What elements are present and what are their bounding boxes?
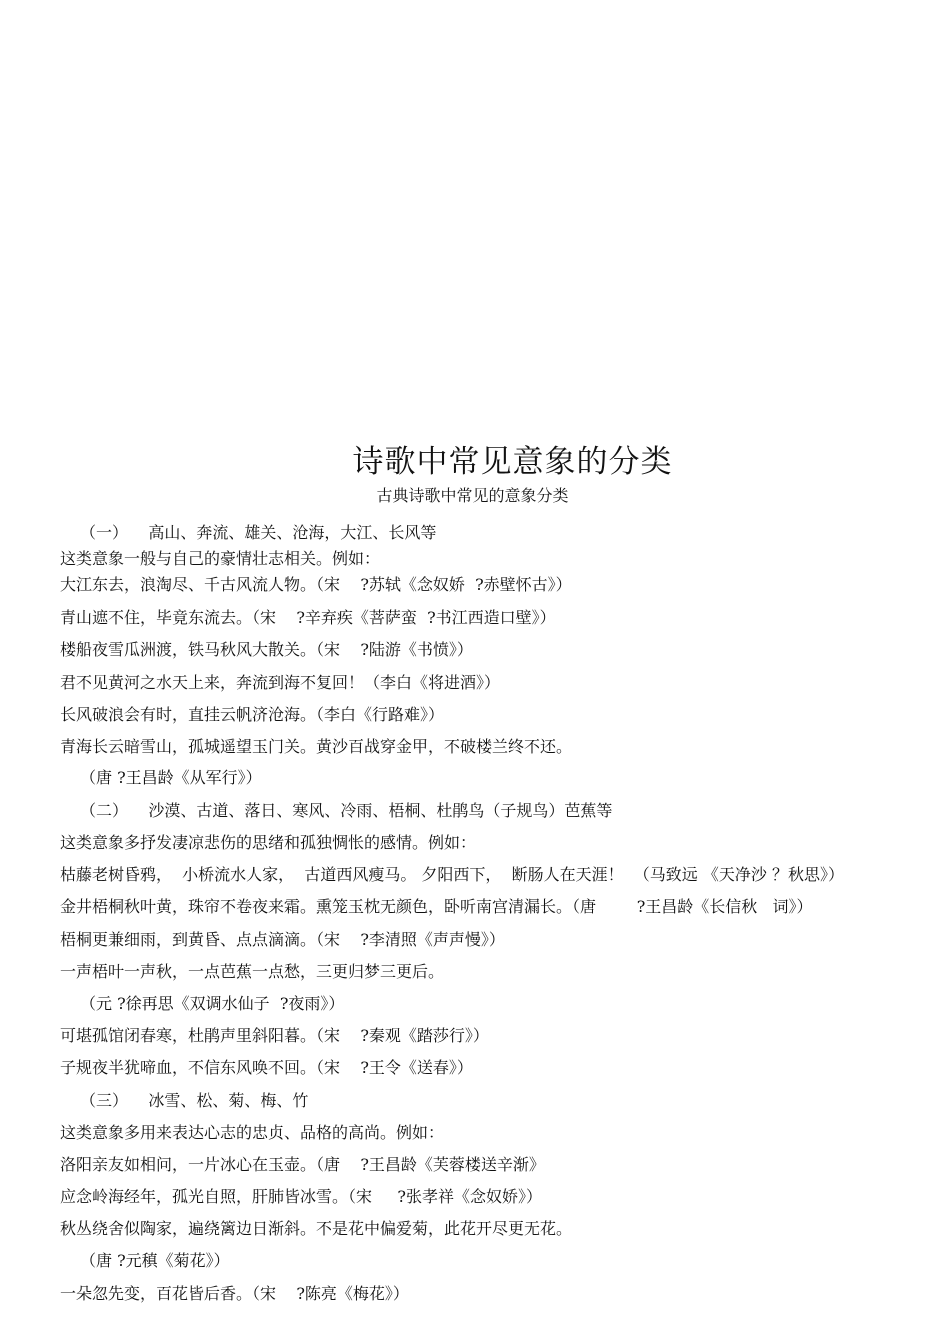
text-line: 洛阳亲友如相问，一片冰心在玉壶。（唐 ?王昌龄《芙蓉楼送辛渐》 [60,1155,545,1174]
text-line: （二） 沙漠、古道、落日、寒风、冷雨、梧桐、杜鹃鸟（子规鸟）芭蕉等 [80,801,613,820]
text-line: 应念岭海经年，孤光自照，肝肺皆冰雪。（宋 ?张孝祥《念奴娇》） [60,1187,543,1206]
text-line: 这类意象多抒发凄凉悲伤的思绪和孤独惆怅的感情。例如： [60,833,477,852]
text-line: 楼船夜雪瓜洲渡，铁马秋风大散关。（宋 ?陆游《书愤》） [60,640,473,659]
text-line: 一声梧叶一声秋，一点芭蕉一点愁，三更归梦三更后。 [60,962,445,981]
text-line: 可堪孤馆闭春寒，杜鹃声里斜阳暮。（宋 ?秦观《踏莎行》） [60,1026,489,1045]
text-line: 梧桐更兼细雨，到黄昏、点点滴滴。（宋 ?李清照《声声慢》） [60,930,505,949]
text-line: 枯藤老树昏鸦， 小桥流水人家， 古道西风瘦马。 夕阳西下， 断肠人在天涯！ （马致远 《天净沙 ？秋思》） [60,865,844,884]
text-line: （唐 ?王昌龄《从军行》） [80,768,262,787]
text-line: 青海长云暗雪山，孤城遥望玉门关。黄沙百战穿金甲，不破楼兰终不还。 [60,737,573,756]
text-line: （三） 冰雪、松、菊、梅、竹 [80,1091,309,1110]
text-line: 子规夜半犹啼血，不信东风唤不回。（宋 ?王令《送春》） [60,1058,473,1077]
text-line: 秋丛绕舍似陶家，遍绕篱边日渐斜。不是花中偏爱菊，此花开尽更无花。 [60,1219,573,1238]
text-line: 大江东去，浪淘尽、千古风流人物。（宋 ?苏轼《念奴娇 ?赤壁怀古》） [60,575,572,594]
text-line: 这类意象多用来表达心志的忠贞、品格的高尚。例如： [60,1123,445,1142]
text-line: 一朵忽先变，百花皆后香。（宋 ?陈亮《梅花》） [60,1284,409,1303]
text-line: （唐 ?元稹《菊花》） [80,1251,230,1270]
text-line: 长风破浪会有时，直挂云帆济沧海。（李白《行路难》） [60,705,445,724]
text-line: 青山遮不住，毕竟东流去。（宋 ?辛弃疾《菩萨蛮 ?书江西造口壁》） [60,608,556,627]
text-line: 君不见黄河之水天上来，奔流到海不复回！（李白《将进酒》） [60,673,501,692]
page-title: 诗歌中常见意象的分类 [352,444,673,480]
text-line: 金井梧桐秋叶黄，珠帘不卷夜来霜。熏笼玉枕无颜色，卧听南宫清漏长。（唐 ?王昌龄《长信秋 词》） [60,897,813,916]
text-line: 这类意象一般与自己的豪情壮志相关。例如： [60,549,381,568]
page-subtitle: 古典诗歌中常见的意象分类 [376,486,569,505]
text-line: （一） 高山、奔流、雄关、沧海，大江、长风等 [80,523,437,542]
text-line: （元 ?徐再思《双调水仙子 ?夜雨》） [80,994,345,1013]
